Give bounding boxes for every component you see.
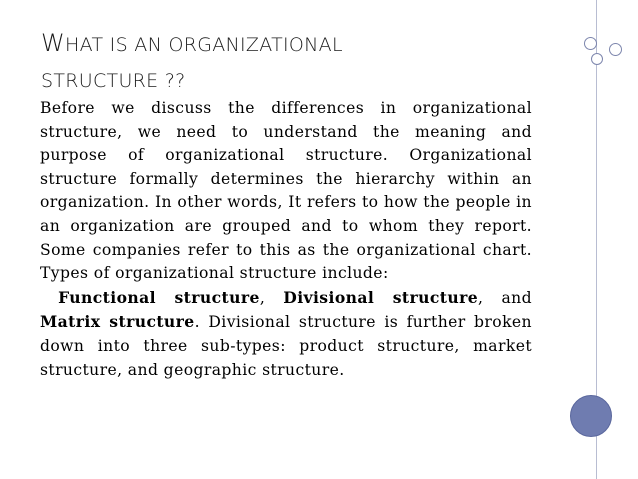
separator-2: , and — [478, 288, 533, 307]
separator-1: , — [259, 288, 284, 307]
title-line1-rest: HAT IS AN ORGANIZATIONAL — [65, 34, 343, 56]
type-divisional: Divisional structure — [283, 287, 479, 307]
type-matrix: Matrix structure — [40, 312, 195, 332]
body-paragraph-1: Before we discuss the differences in organizational structure, we need to understand the meaning and purpose of organizational structure. Organizational structure formally determines the hierarchy within an organization. In other words, It refers to how the people in an organization are grouped and to whom they report. Some companies refer to this as the organizational chart. Types of organizational structure include: — [40, 99, 532, 283]
type-functional: Functional structure — [58, 287, 260, 307]
paragraph-2-tail: . Divisional structure is further broken down into three sub-types: product structure, market structure, and geographic structure. — [40, 313, 532, 379]
body-paragraph-2 — [40, 286, 532, 382]
title-initial: W — [41, 29, 66, 57]
decorative-circle-small-1 — [584, 37, 597, 50]
slide-title — [41, 26, 541, 98]
title-line2: STRUCTURE ?? — [41, 70, 186, 92]
slide-body — [40, 97, 532, 382]
decorative-circle-large — [570, 395, 612, 437]
decorative-circle-small-3 — [609, 43, 622, 56]
decorative-circle-small-2 — [591, 53, 603, 65]
